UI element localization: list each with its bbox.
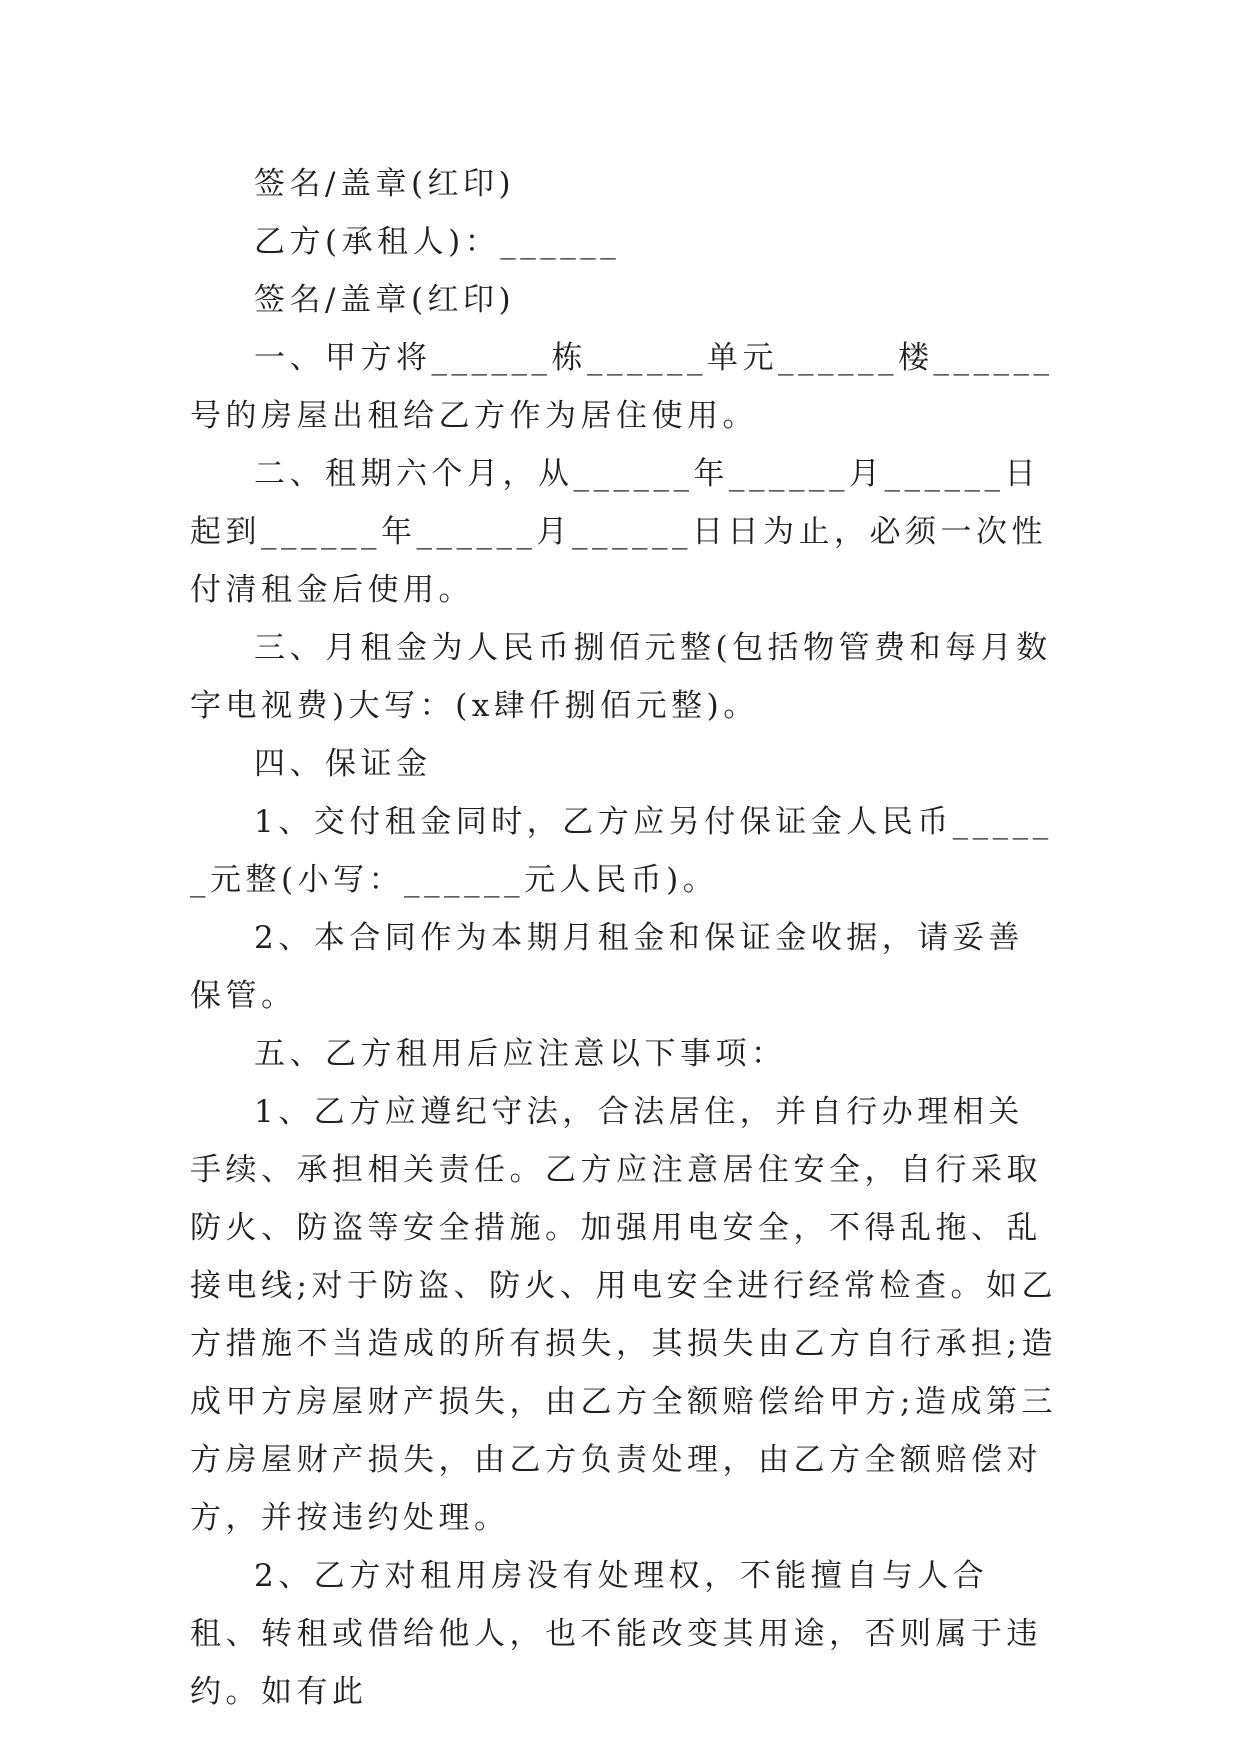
document-body — [190, 155, 1058, 1721]
clause-1-premises: 一、甲方将______栋______单元______楼______号的房屋出租给乙方作为居住使用。 — [190, 340, 1054, 434]
clause-5-item-2: 2、乙方对租用房没有处理权，不能擅自与人合租、转租或借给他人，也不能改变其用途，否则属于违约。如有此 — [190, 1558, 1042, 1710]
party-b-tenant-line: 乙方(承租人)：______ — [254, 224, 621, 260]
clause-5-heading: 五、乙方租用后应注意以下事项： — [254, 1036, 787, 1072]
clause-3-monthly-rent: 三、月租金为人民币捌佰元整(包括物管费和每月数字电视费)大写：(x肆仟捌佰元整)。 — [190, 630, 1052, 724]
clause-4-item-2: 2、本合同作为本期月租金和保证金收据，请妥善保管。 — [190, 920, 1024, 1014]
clause-4-deposit-heading: 四、保证金 — [254, 746, 432, 782]
signature-line-party-a: 签名/盖章(红印) — [254, 166, 516, 202]
signature-line-party-b: 签名/盖章(红印) — [254, 282, 516, 318]
clause-5-item-1: 1、乙方应遵纪守法，合法居住，并自行办理相关手续、承担相关责任。乙方应注意居住安全，自行采取防火、防盗等安全措施。加强用电安全，不得乱拖、乱接电线;对于防盗、防火、用电安全进行经常检查。如乙方措施不当造成的所有损失，其损失由乙方自行承担;造成甲方房屋财产损失，由乙方全额赔偿给甲方;造成第三方房屋财产损失，由乙方负责处理，由乙方全额赔偿对方，并按违约处理。 — [190, 1094, 1057, 1536]
clause-4-item-1: 1、交付租金同时，乙方应另付保证金人民币______元整(小写：______元人民币)。 — [190, 804, 1053, 898]
clause-2-lease-term: 二、租期六个月，从______年______月______日起到______年______月______日日为止，必须一次性付清租金后使用。 — [190, 456, 1047, 608]
